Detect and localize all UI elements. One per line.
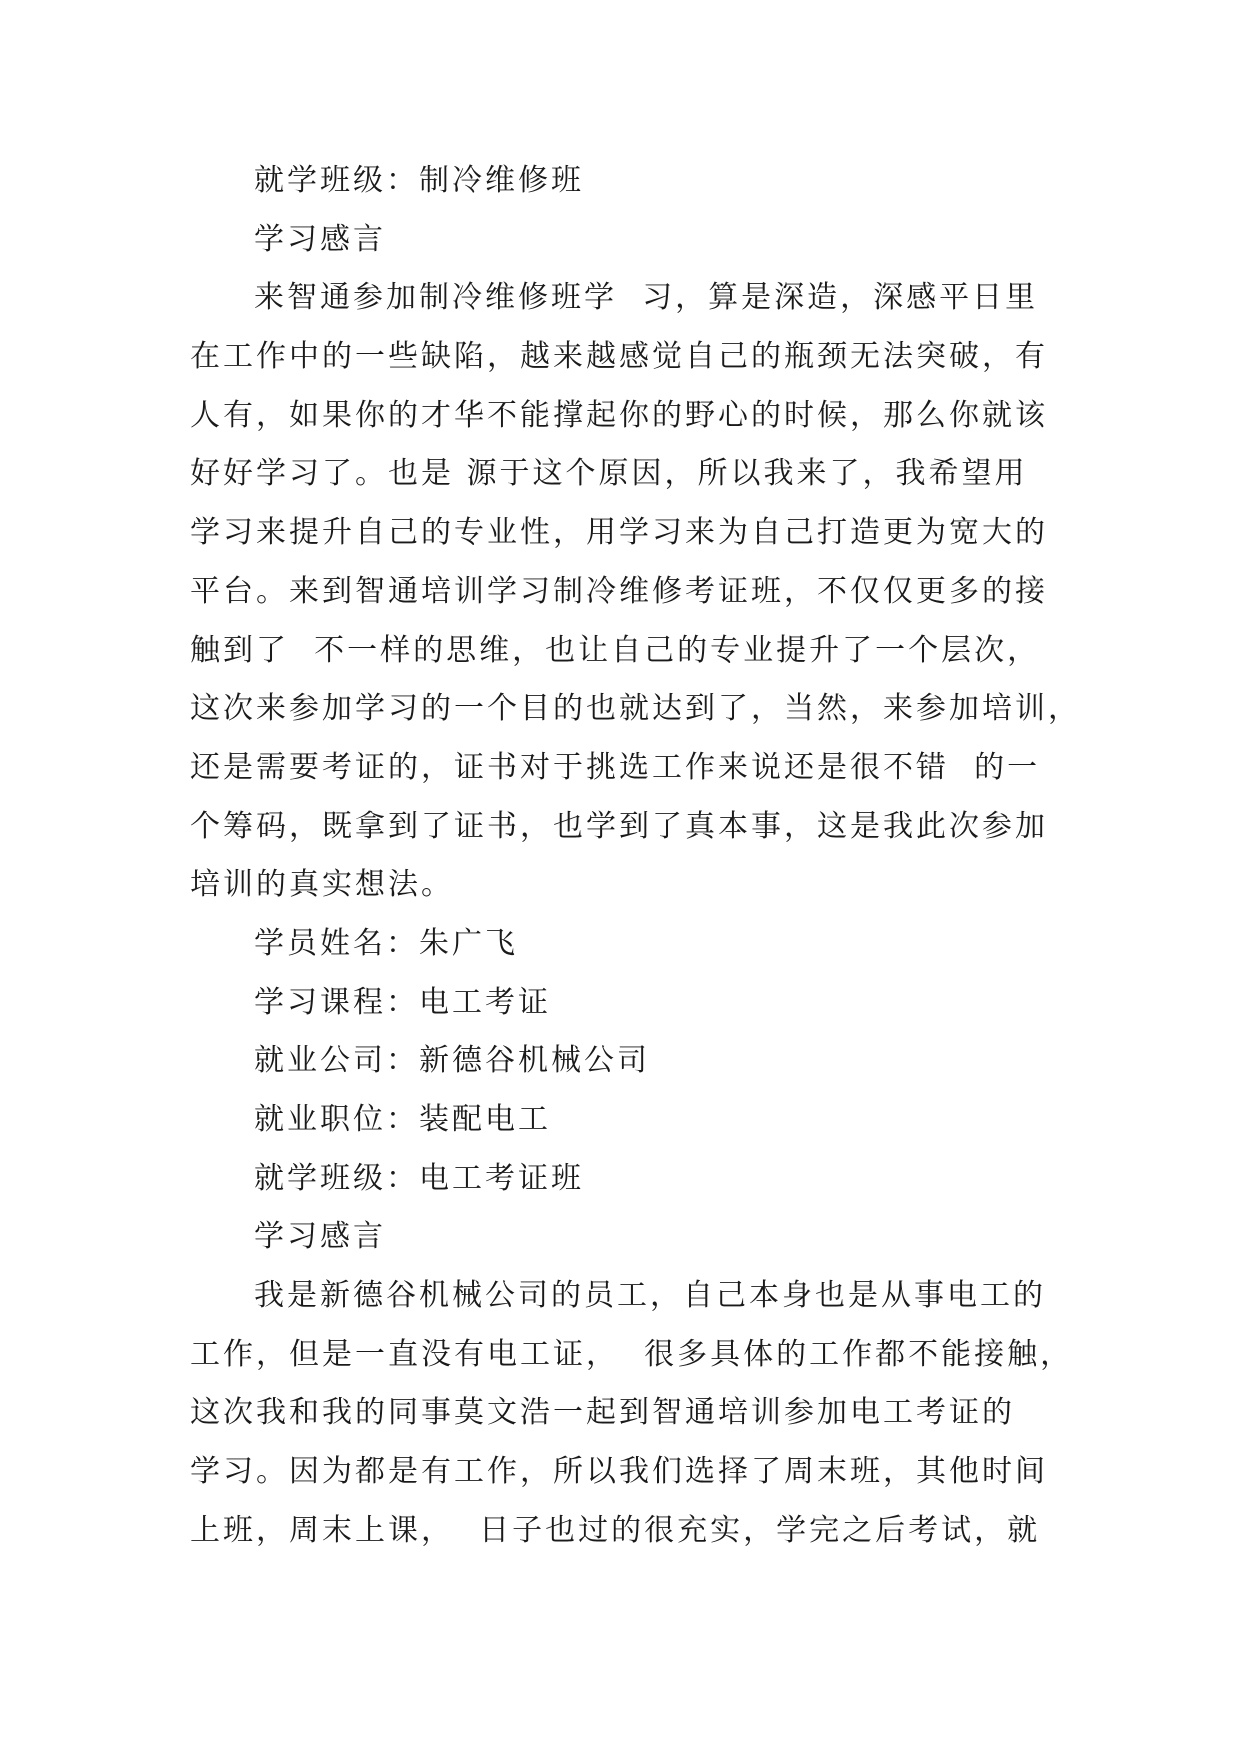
text-line: 这次来参加学习的一个目的也就达到了，当然，来参加培训， <box>190 691 1081 727</box>
text-line: 就业公司：新德谷机械公司 <box>254 1043 650 1079</box>
text-line: 学习感言 <box>254 221 386 257</box>
text-line: 触到了 不一样的思维，也让自己的专业提升了一个层次， <box>190 632 1041 668</box>
text-line: 学习来提升自己的专业性，用学习来为自己打造更为宽大的 <box>190 515 1048 551</box>
document-body <box>190 152 1081 1561</box>
text-line: 学习课程：电工考证 <box>254 984 551 1020</box>
text-line: 学习感言 <box>254 1219 386 1255</box>
text-line: 我是新德谷机械公司的员工，自己本身也是从事电工的 <box>254 1278 1046 1314</box>
text-line: 还是需要考证的，证书对于挑选工作来说还是很不错 的一 <box>190 749 1041 785</box>
text-line: 来智通参加制冷维修班学 习，算是深造，深感平日里 <box>254 280 1039 316</box>
text-line: 学习。因为都是有工作，所以我们选择了周末班，其他时间 <box>190 1454 1048 1490</box>
text-line: 平台。来到智通培训学习制冷维修考证班，不仅仅更多的接 <box>190 573 1048 609</box>
text-line: 学员姓名：朱广飞 <box>254 925 518 961</box>
text-line: 就学班级：制冷维修班 <box>254 163 584 198</box>
text-line: 这次我和我的同事莫文浩一起到智通培训参加电工考证的 <box>190 1395 1015 1431</box>
text-line: 个筹码，既拿到了证书，也学到了真本事，这是我此次参加 <box>190 808 1048 844</box>
text-line: 在工作中的一些缺陷，越来越感觉自己的瓶颈无法突破，有 <box>190 339 1048 375</box>
text-line: 上班，周末上课， 日子也过的很充实，学完之后考试，就 <box>190 1512 1041 1548</box>
text-line: 工作，但是一直没有电工证， 很多具体的工作都不能接触， <box>190 1336 1074 1372</box>
text-line: 好好学习了。也是 源于这个原因，所以我来了，我希望用 <box>190 456 1028 492</box>
text-line: 培训的真实想法。 <box>190 867 454 903</box>
text-line: 人有，如果你的才华不能撑起你的野心的时候，那么你就该 <box>190 397 1048 433</box>
text-line: 就业职位：装配电工 <box>254 1102 551 1137</box>
text-line: 就学班级：电工考证班 <box>254 1160 584 1196</box>
